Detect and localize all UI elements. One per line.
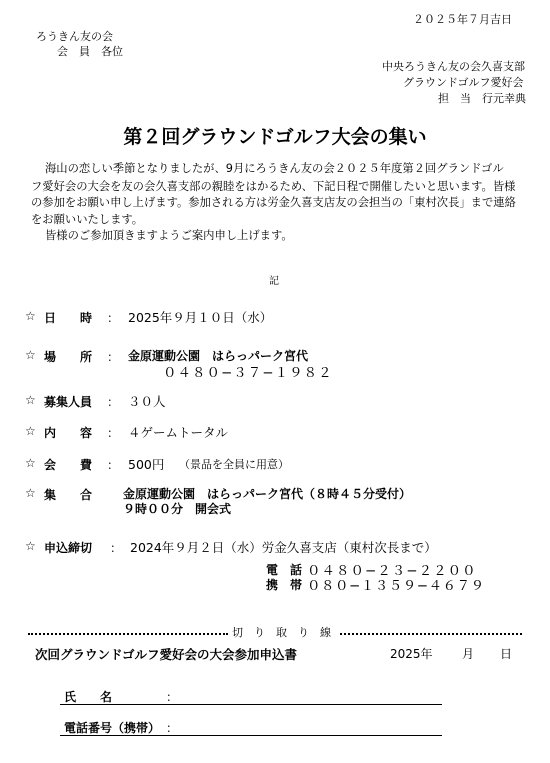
body-line-2: フ愛好会の大会を友の会久喜支部の親睦をはかるため、下記日程で開催したいと思います。皆様 bbox=[31, 180, 516, 193]
place-value: 金原運動公園 はらっパーク宮代 bbox=[128, 349, 309, 363]
fee-label: 会 費 bbox=[44, 458, 93, 472]
form-title: 次回グラウンドゴルフ愛好会の大会参加申込書 bbox=[35, 647, 298, 662]
place-label: 場 所 bbox=[44, 350, 93, 364]
mobile-value: ０８０−１３５９−４６７９ bbox=[307, 578, 485, 594]
phone-label: 電話番号（携帯） bbox=[64, 721, 161, 735]
body-line-5: 皆様のご参加頂きますようご案内申し上げます。 bbox=[45, 229, 293, 242]
capacity-colon: ： bbox=[107, 395, 120, 409]
tel-label: 電 話 bbox=[266, 563, 303, 577]
name-colon: ： bbox=[166, 690, 179, 704]
body-line-4: をお願いいたします。 bbox=[31, 213, 144, 226]
deadline-colon: ： bbox=[110, 541, 123, 555]
ki-mark: 記 bbox=[269, 276, 279, 287]
body-line-3: の参加をお願い申し上げます。参加される方は労金久喜支店友の会担当の「東村次長」まで連絡 bbox=[31, 196, 516, 209]
date-value: 2025年９月１０日（水） bbox=[128, 310, 273, 325]
place-colon: ： bbox=[107, 350, 120, 364]
form-month: 月 bbox=[462, 647, 475, 661]
fee-note: （景品を全員に用意） bbox=[179, 458, 289, 471]
date-label: 日 時 bbox=[44, 311, 93, 325]
deadline-value: 2024年９月２日（水）労金久喜支店（東村次長まで） bbox=[130, 540, 437, 555]
date-colon: ： bbox=[107, 311, 120, 325]
star-icon: ☆ bbox=[25, 309, 36, 323]
deadline-label: 申込締切 bbox=[44, 541, 93, 555]
tel-value: ０４８０−２３−２２００ bbox=[307, 563, 477, 579]
recipient-members: 会 員 各位 bbox=[57, 45, 123, 58]
document-date: ２０２５年７月吉日 bbox=[413, 13, 512, 26]
page-title: 第２回グラウンドゴルフ大会の集い bbox=[123, 126, 427, 148]
star-icon: ☆ bbox=[25, 539, 36, 553]
recipient-org: ろうきん友の会 bbox=[36, 30, 113, 43]
meet-value-1: 金原運動公園 はらっパーク宮代（８時４５分受付） bbox=[123, 487, 412, 501]
star-icon: ☆ bbox=[25, 393, 36, 407]
cut-line-label: 切 り 取 り 線 bbox=[232, 626, 331, 639]
cut-line-right bbox=[340, 633, 522, 635]
meet-value-2: ９時００分 開会式 bbox=[123, 502, 232, 516]
content-value: ４ゲームトータル bbox=[128, 425, 229, 440]
place-phone: ０４８０−３７−１９８２ bbox=[163, 365, 333, 381]
cut-line-left bbox=[28, 633, 228, 635]
content-label: 内 容 bbox=[44, 426, 93, 440]
mobile-label: 携 帯 bbox=[266, 578, 303, 592]
sender-person: 担 当 行元幸典 bbox=[438, 92, 526, 105]
meet-label: 集 合 bbox=[44, 488, 93, 502]
capacity-label: 募集人員 bbox=[44, 395, 93, 409]
fee-value: 500円 bbox=[128, 457, 165, 472]
name-label: 氏 名 bbox=[64, 690, 113, 704]
sender-club: グラウンドゴルフ愛好会 bbox=[403, 76, 524, 89]
form-year: 2025年 bbox=[390, 647, 433, 661]
body-line-1: 海山の恋しい季節となりましたが、9月にろうきん友の会２０２５年度第２回グランドゴル bbox=[45, 162, 504, 175]
form-day: 日 bbox=[500, 647, 513, 661]
content-colon: ： bbox=[107, 426, 120, 440]
phone-field-underline[interactable] bbox=[60, 735, 442, 736]
phone-colon: ： bbox=[166, 721, 179, 735]
capacity-value: ３０人 bbox=[128, 394, 166, 409]
star-icon: ☆ bbox=[25, 486, 36, 500]
star-icon: ☆ bbox=[25, 456, 36, 470]
sender-org: 中央ろうきん友の会久喜支部 bbox=[382, 60, 525, 73]
star-icon: ☆ bbox=[25, 424, 36, 438]
star-icon: ☆ bbox=[25, 348, 36, 362]
name-field-underline[interactable] bbox=[60, 704, 442, 705]
fee-colon: ： bbox=[107, 458, 120, 472]
